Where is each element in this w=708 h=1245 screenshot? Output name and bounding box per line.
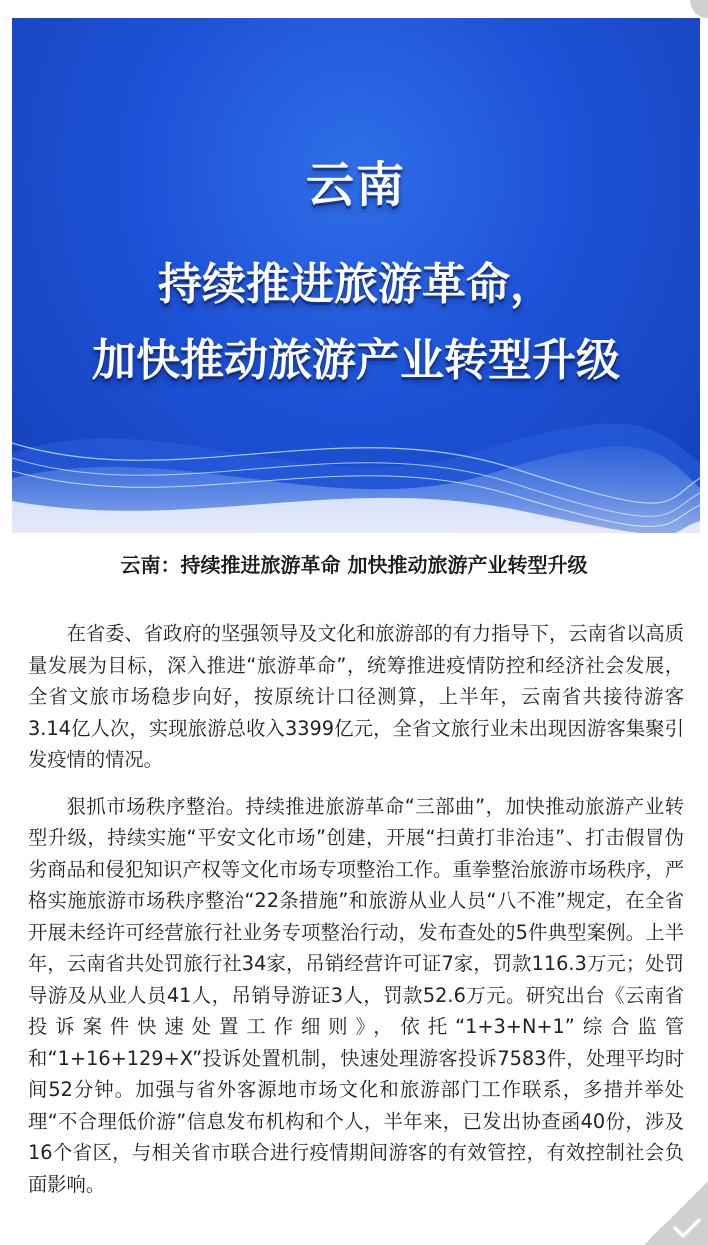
paragraph-2: 狠抓市场秩序整治。持续推进旅游革命“三部曲”，加快推动旅游产业转型升级，持续实施“平安文化市场”创建，开展“扫黄打非治违”、打击假冒伪劣商品和侵犯知识产权等文化市场专项整治工作。重拳整治旅游市场秩序，严格实施旅游市场秩序整治“22条措施”和旅游从业人员“八不准”规定，在全省开展未经许可经营旅行社业务专项整治行动，发布查处的5件典型案例。上半年，云南省共处罚旅行社34家，吊销经营许可证7家，罚款116.3万元；处罚导游及从业人员41人，吊销导游证3人，罚款52.6万元。研究出台《云南省投诉案件快速处置工作细则》，依托“1+3+N+1”综合监管和“1+16+129+X”投诉处置机制，快速处理游客投诉7583件，处理平均时间52分钟。加强与省外客源地市场文化和旅游部门工作联系，多措并举处理“不合理低价游”信息发布机构和个人，半年来，已发出协查函40份，涉及16个省区，与相关省市联合进行疫情期间游客的有效管控，有效控制社会负面影响。 [28, 794, 684, 1196]
checkmark-badge[interactable] [644, 1181, 708, 1245]
banner-city: 云南 [305, 157, 406, 213]
image-caption: 云南：持续推进旅游革命 加快推动旅游产业转型升级 [120, 553, 588, 577]
checkmark-icon [672, 1217, 702, 1239]
banner-line-1: 持续推进旅游革命， [158, 259, 554, 310]
wave-decoration [12, 383, 700, 533]
article-body [28, 618, 684, 1215]
paragraph-1: 在省委、省政府的坚强领导及文化和旅游部的有力指导下，云南省以高质量发展为目标，深入推进“旅游革命”，统筹推进疫情防控和经济社会发展，全省文旅市场稳步向好，按原统计口径测算，上半年，云南省共接待游客3.14亿人次，实现旅游总收入3399亿元，全省文旅行业未出现因游客集聚引发疫情的情况。 [28, 622, 684, 771]
banner-image [12, 18, 700, 533]
corner-menu-icon[interactable] [690, 0, 708, 18]
banner-line-2: 加快推动旅游产业转型升级 [92, 335, 620, 386]
